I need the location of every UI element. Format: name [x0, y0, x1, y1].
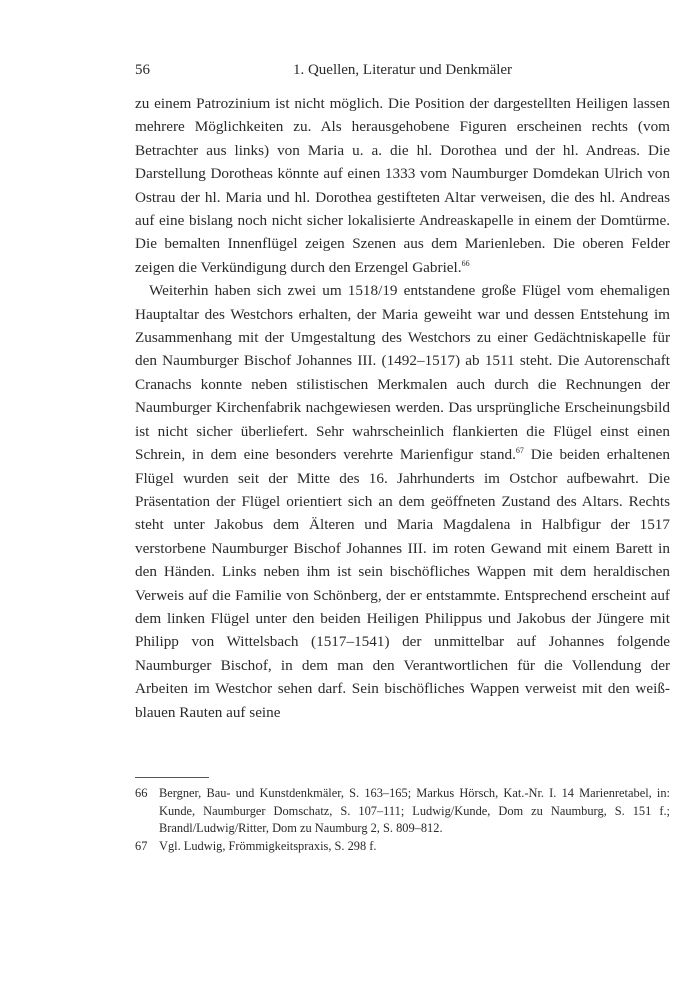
paragraph-text: Weiterhin haben sich zwei um 1518/19 entstandene große Flügel vom ehemaligen Hauptaltar des Westchors erhalten, der Maria geweiht war und dessen Entstehung im Zusammenhang mit der Umgestaltung des Westchors zu einer Gedächtniskapelle für den Naumburger Bischof Johannes III. (1492–1517) ab 1511 steht. Die Autorenschaft Cranachs konnte neben stilistischen Merkmalen auch durch die Rechnungen der Naumburger Kirchenfabrik nachgewiesen werden. Das ursprüngliche Erscheinungsbild ist nicht sicher überliefert. Sehr wahrscheinlich flankierten die Flügel einst einen Schrein, in dem eine besonders verehrte Marienfigur stand. [135, 282, 670, 464]
page-number: 56 [135, 62, 150, 78]
footnote-rule [135, 777, 209, 778]
paragraph [135, 279, 670, 724]
paragraph-text: zu einem Patrozinium ist nicht möglich. Die Position der dargestellten Heiligen lassen mehrere Möglichkeiten zu. Als herausgehobene Figuren erscheinen rechts (vom Betrachter aus links) von Maria u. a. die hl. Dorothea und der hl. Andreas. Die Darstellung Dorotheas könnte auf einen 1333 vom Naumburger Domdekan Ulrich von Ostrau der hl. Maria und hl. Dorothea gestifteten Altar verweisen, die des hl. Andreas auf eine bislang noch nicht sicher lokalisierte Andreaskapelle in einem der Domtürme. Die bemalten Innenflügel zeigen Szenen aus dem Marienleben. Die oberen Felder zeigen die Verkündigung durch den Erzengel Gabriel. [135, 95, 670, 276]
footnotes [135, 785, 670, 855]
footnote [135, 838, 670, 856]
footnote-text: Vgl. Ludwig, Frömmigkeitspraxis, S. 298 f. [159, 838, 377, 853]
paragraph [135, 92, 670, 279]
running-head: 1. Quellen, Literatur und Denkmäler [292, 62, 513, 78]
footnote-text: Bergner, Bau- und Kunstdenkmäler, S. 163–165; Markus Hörsch, Kat.-Nr. I. 14 Marienretabel, in: Kunde, Naumburger Domschatz, S. 107–111; Ludwig/Kunde, Dom zu Naumburg, S. 151 f.; Brandl/Ludwig/Ritter, Dom zu Naumburg 2, S. 809–812. [159, 786, 670, 836]
footnote-number: 66 [135, 786, 148, 800]
page-header [135, 62, 670, 82]
footnote-number: 67 [135, 838, 148, 853]
main-text [135, 92, 670, 724]
footnote-ref: 67 [515, 446, 524, 456]
footnote [135, 785, 670, 838]
paragraph-text: Die beiden erhaltenen Flügel wurden seit der Mitte des 16. Jahrhunderts im Ostchor aufbewahrt. Die Präsentation der Flügel orientiert sich an dem geöffneten Zustand des Altars. Rechts steht unter Jakobus dem Älteren und Maria Magdalena in Halbfigur der 1517 verstorbene Naumburger Bischof Johannes III. im roten Gewand mit einem Barett in den Händen. Links neben ihm ist sein bischöfliches Wappen mit dem heraldischen Verweis auf die Familie von Schönberg, der er entstammte. Entsprechend erscheint auf dem linken Flügel unter den beiden Heiligen Philippus und Jakobus der Jüngere mit Philipp von Wittelsbach (1517–1541) der unmittelbar auf Johannes folgende Naumburger Bischof, in dem man den Verantwortlichen für die Vollendung der Arbeiten im Westchor sehen darf. Sein bischöfliches Wappen verweist mit den weiß-blauen Rauten auf seine [135, 446, 670, 721]
footnote-ref: 66 [461, 258, 470, 268]
